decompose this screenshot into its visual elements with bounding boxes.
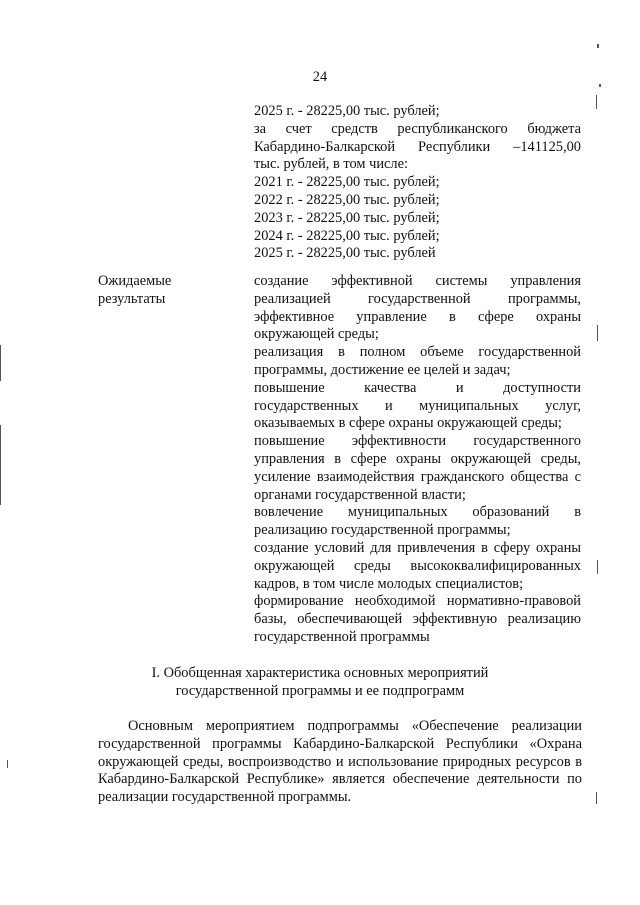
scan-mark (7, 760, 8, 768)
funding-line: 2024 г. - 28225,00 тыс. рублей; (254, 227, 440, 244)
results-item: создание условий для привлечения в сферу охраны окружающей среды высококвалифицированных кадров, в том числе молодых специалистов; (254, 539, 581, 592)
funding-line: 2023 г. - 28225,00 тыс. рублей; (254, 209, 440, 226)
funding-block (254, 103, 581, 263)
scan-mark (599, 84, 601, 87)
scan-mark (0, 345, 1, 381)
scan-mark (596, 792, 597, 804)
funding-line: за счет средств республиканского бюджета (254, 120, 581, 137)
section-heading-line: I. Обобщенная характеристика основных мероприятий (151, 665, 489, 681)
body-paragraph: Основным мероприятием подпрограммы «Обеспечение реализации государственной программы Кабардино-Балкарской Республики «Охрана окружающей среды, воспроизводство и использование природных ресурсов в Кабардино-Балкарской Республике» является обеспечение деятельности по реализации государственной программы. (98, 718, 582, 806)
section-heading (0, 665, 640, 701)
funding-line: 2025 г. - 28225,00 тыс. рублей (254, 245, 436, 262)
scan-mark (597, 325, 598, 341)
funding-line: тыс. рублей, в том числе: (254, 156, 408, 173)
results-label: Ожидаемые результаты (98, 273, 172, 307)
section-heading-line: государственной программы и ее подпрограмм (175, 682, 465, 699)
funding-line: 2025 г. - 28225,00 тыс. рублей; (254, 103, 440, 119)
scan-mark (596, 95, 597, 109)
results-item: реализация в полном объеме государственной программы, достижение ее целей и задач; (254, 344, 581, 378)
page-number: 24 (312, 69, 328, 85)
scan-mark (0, 425, 1, 505)
scan-mark (597, 44, 599, 48)
results-item: создание эффективной системы управления реализацией государственной программы, эффективное управление в сфере охраны окружающей среды; (254, 273, 581, 343)
funding-line: 2022 г. - 28225,00 тыс. рублей; (254, 191, 440, 208)
funding-line: Кабардино-Балкарской Республики –141125,00 (254, 138, 581, 155)
funding-line: 2021 г. - 28225,00 тыс. рублей; (254, 174, 440, 191)
results-list (254, 273, 581, 647)
scan-mark (597, 560, 598, 574)
results-item: повышение качества и доступности государственных и муниципальных услуг, оказываемых в сфере охраны окружающей среды; (254, 379, 581, 432)
results-item: формирование необходимой нормативно-правовой базы, обеспечивающей эффективную реализацию государственной программы (254, 593, 581, 645)
results-item: вовлечение муниципальных образований в реализацию государственной программы; (254, 504, 581, 539)
results-item: повышение эффективности государственного управления в сфере охраны окружающей среды, усиление взаимодействия гражданского общества с органами государственной власти; (254, 433, 581, 503)
